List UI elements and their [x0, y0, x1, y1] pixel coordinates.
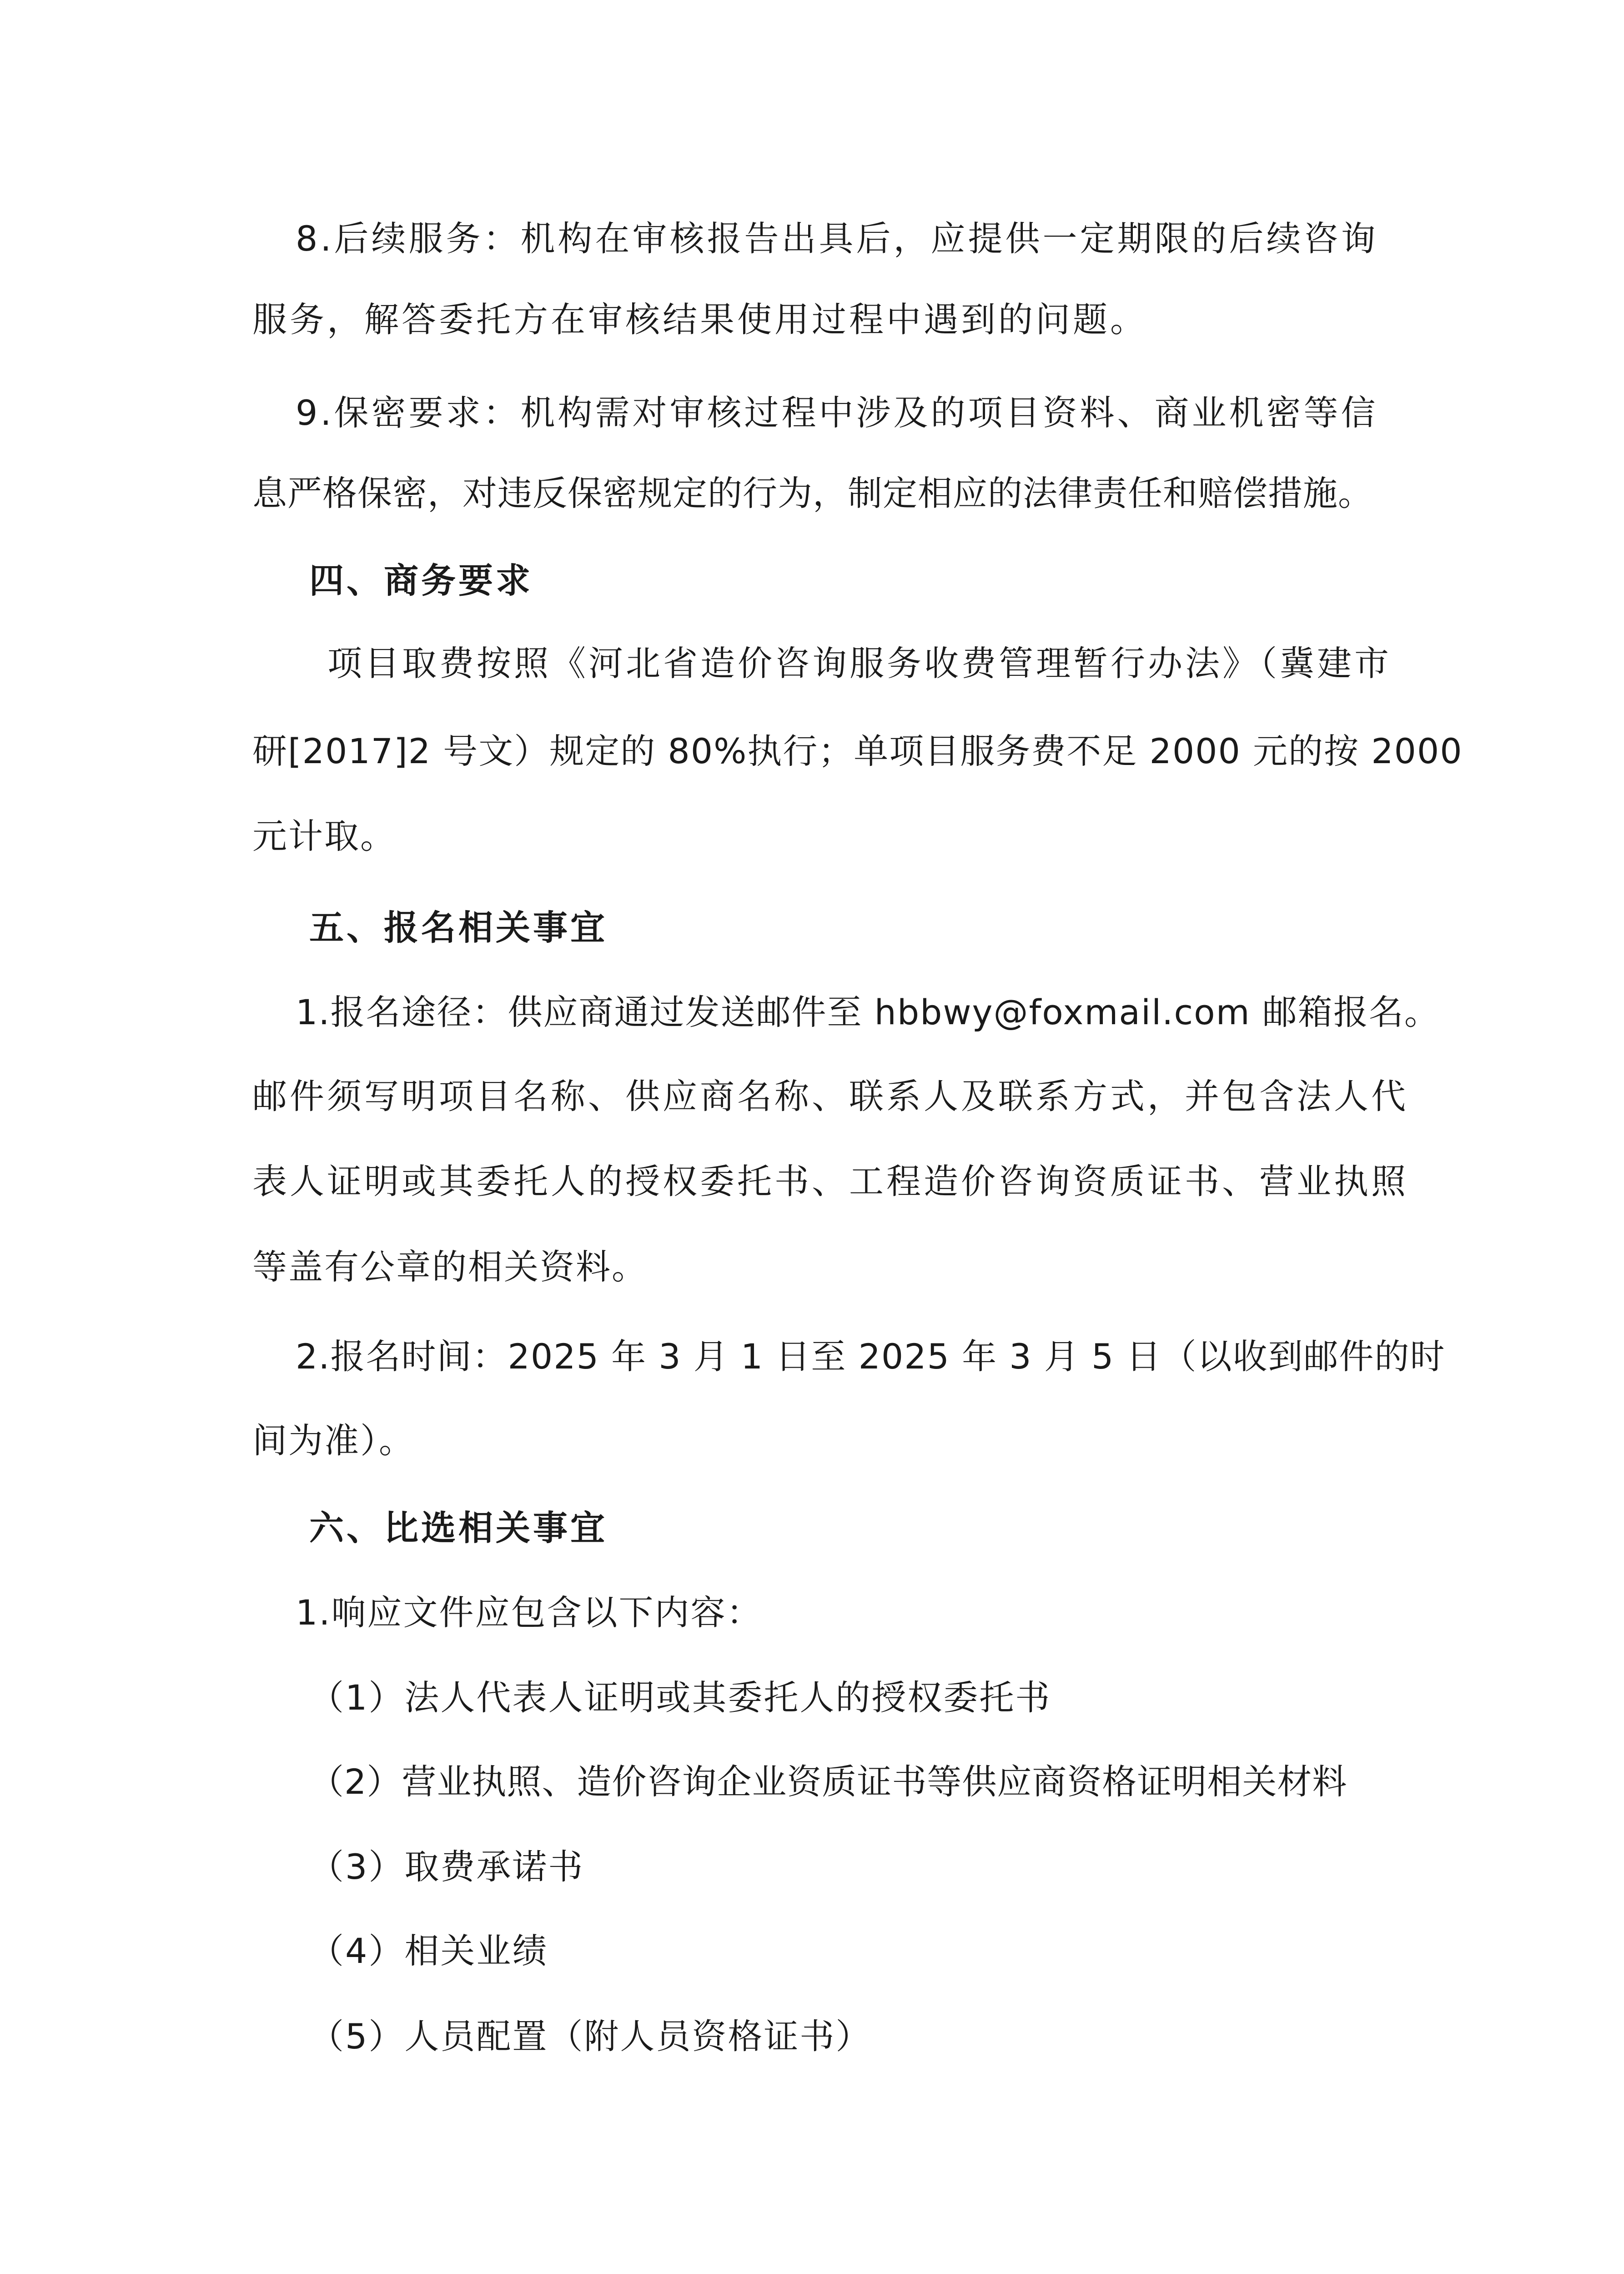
paragraph-fee-line-1: 项目取费按照《河北省造价咨询服务收费管理暂行办法》（冀建市: [327, 643, 1392, 684]
list-item-4: （4）相关业绩: [309, 1931, 548, 1971]
paragraph-registration-channel-line-1: 1.报名途径：供应商通过发送邮件至 hbbwy@foxmail.com 邮箱报名。: [296, 992, 1440, 1032]
paragraph-registration-time-line-2: 间为准）。: [252, 1420, 415, 1461]
paragraph-fee-line-2: 研[2017]2 号文）规定的 80%执行；单项目服务费不足 2000 元的按 2000: [252, 731, 1463, 771]
paragraph-registration-channel-line-2: 邮件须写明项目名称、供应商名称、联系人及联系方式，并包含法人代: [252, 1076, 1408, 1117]
paragraph-registration-time-line-1: 2.报名时间：2025 年 3 月 1 日至 2025 年 3 月 5 日（以收到邮件的时: [296, 1336, 1446, 1377]
section-heading-business-requirements: 四、商务要求: [309, 560, 533, 601]
list-item-2: （2）营业执照、造价咨询企业资质证书等供应商资格证明相关材料: [309, 1761, 1347, 1802]
paragraph-registration-channel-line-3: 表人证明或其委托人的授权委托书、工程造价咨询资质证书、营业执照: [252, 1161, 1408, 1202]
paragraph-registration-channel-line-4: 等盖有公章的相关资料。: [252, 1247, 648, 1287]
section-heading-selection: 六、比选相关事宜: [309, 1508, 608, 1548]
list-item-3: （3）取费承诺书: [309, 1846, 584, 1887]
paragraph-confidentiality-line-1: 9.保密要求：机构需对审核过程中涉及的项目资料、商业机密等信: [296, 392, 1378, 433]
paragraph-follow-up-service-line-2: 服务，解答委托方在审核结果使用过程中遇到的问题。: [252, 299, 1147, 340]
paragraph-response-document-intro: 1.响应文件应包含以下内容：: [296, 1592, 763, 1633]
list-item-1: （1）法人代表人证明或其委托人的授权委托书: [309, 1677, 1051, 1718]
paragraph-fee-line-3: 元计取。: [252, 816, 396, 856]
paragraph-follow-up-service-line-1: 8.后续服务：机构在审核报告出具后，应提供一定期限的后续咨询: [296, 218, 1378, 259]
section-heading-registration: 五、报名相关事宜: [309, 907, 608, 948]
paragraph-confidentiality-line-2: 息严格保密，对违反保密规定的行为，制定相应的法律责任和赔偿措施。: [252, 473, 1373, 513]
list-item-5: （5）人员配置（附人员资格证书）: [309, 2016, 872, 2057]
